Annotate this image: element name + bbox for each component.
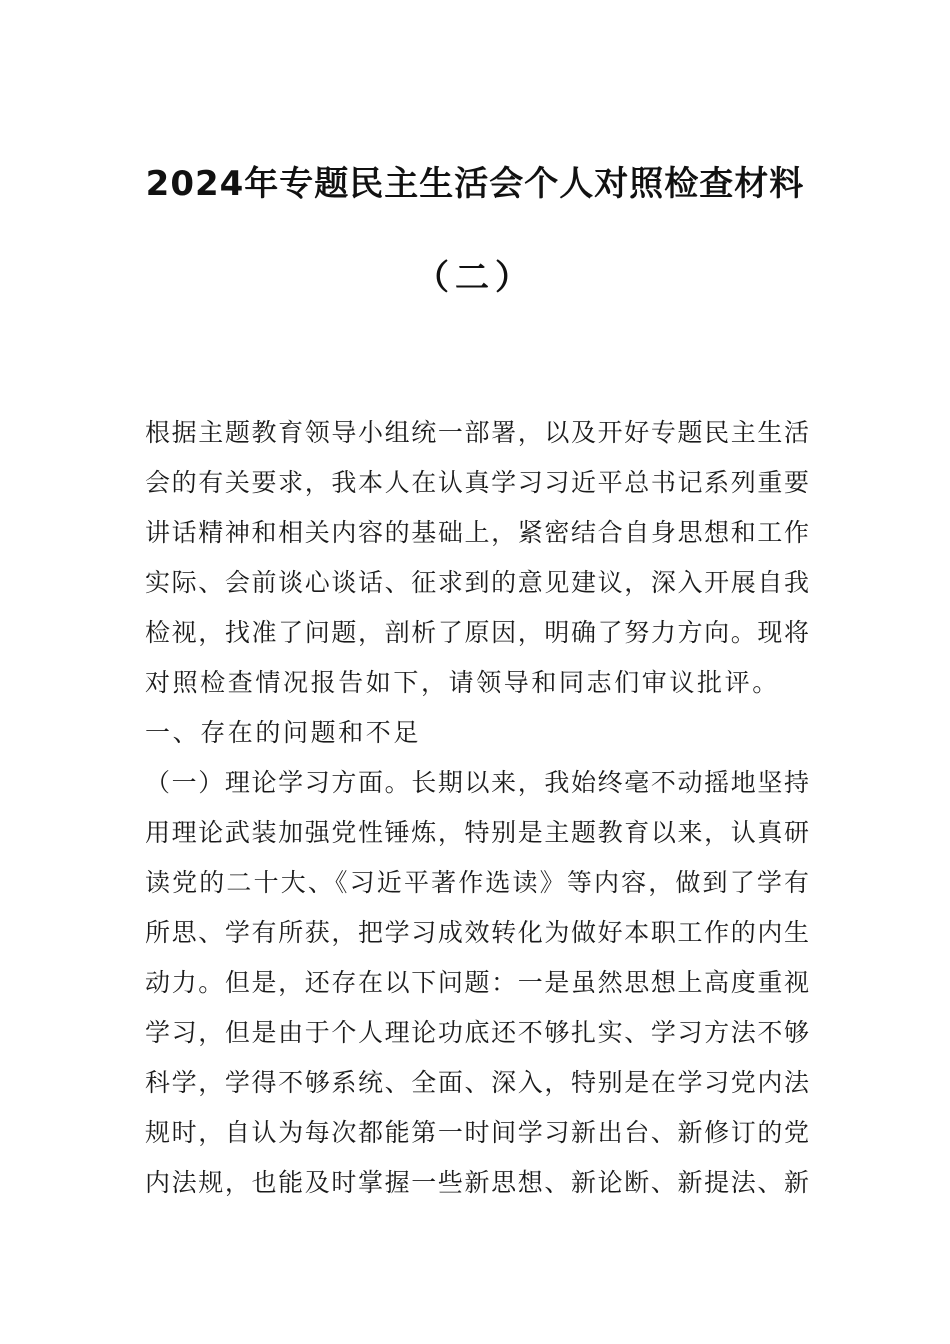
body-line: 所思、学有所获，把学习成效转化为做好本职工作的内生 [145, 918, 809, 947]
body-line: 会的有关要求，我本人在认真学习习近平总书记系列重要 [145, 468, 809, 497]
body-line: 内法规，也能及时掌握一些新思想、新论断、新提法、新 [145, 1168, 809, 1197]
document-body [145, 408, 809, 1208]
body-line: 对照检查情况报告如下，请领导和同志们审议批评。 [145, 668, 780, 697]
body-line: 讲话精神和相关内容的基础上，紧密结合自身思想和工作 [145, 518, 809, 547]
body-line: 实际、会前谈心谈话、征求到的意见建议，深入开展自我 [145, 568, 809, 597]
body-line: 检视，找准了问题，剖析了原因，明确了努力方向。现将 [145, 618, 809, 647]
document-title: 2024年专题民主生活会个人对照检查材料 [145, 164, 805, 204]
body-line: 学习，但是由于个人理论功底还不够扎实、学习方法不够 [145, 1018, 809, 1047]
section-heading: 一、存在的问题和不足 [145, 718, 422, 747]
body-line: 规时，自认为每次都能第一时间学习新出台、新修订的党 [145, 1118, 809, 1147]
body-line: 动力。但是，还存在以下问题：一是虽然思想上高度重视 [145, 968, 809, 997]
body-line: 读党的二十大、《习近平著作选读》等内容，做到了学有 [145, 868, 809, 897]
body-line: （一）理论学习方面。长期以来，我始终毫不动摇地坚持 [145, 768, 809, 797]
body-line: 根据主题教育领导小组统一部署，以及开好专题民主生活 [145, 418, 809, 447]
body-line: 科学，学得不够系统、全面、深入，特别是在学习党内法 [145, 1068, 809, 1097]
document-subtitle: （二） [415, 258, 535, 298]
body-line: 用理论武装加强党性锤炼，特别是主题教育以来，认真研 [145, 818, 809, 847]
